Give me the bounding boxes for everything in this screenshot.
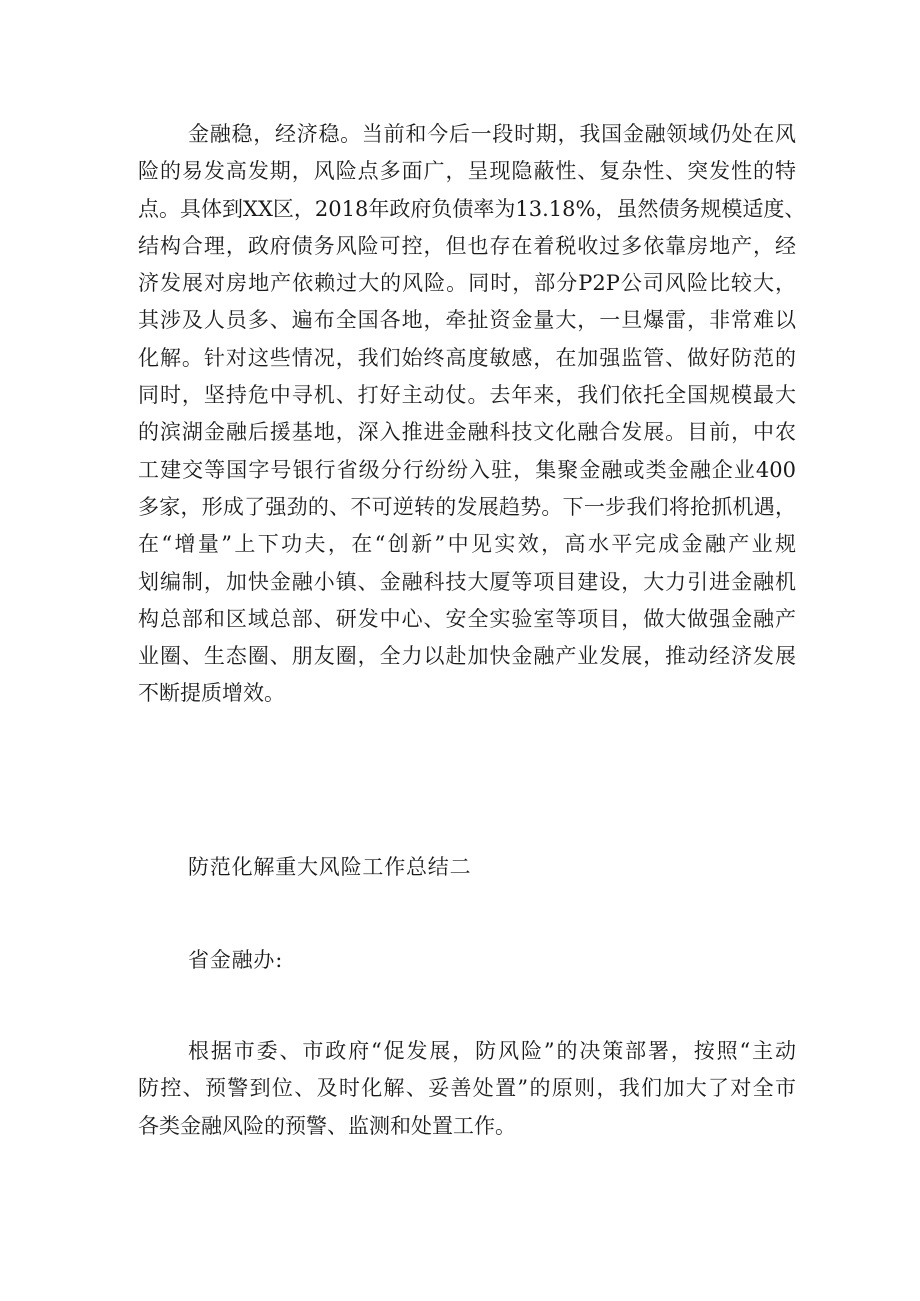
text-line: 的滨湖金融后援基地，深入推进金融科技文化融合发展。目前，中农 (138, 420, 796, 445)
salutation-block (138, 942, 796, 979)
salutation-text: 省金融办: (188, 948, 284, 972)
text-line: 划编制，加快金融小镇、金融科技大厦等项目建设，大力引进金融机 (138, 569, 796, 594)
text-line: 济发展对房地产依赖过大的风险。同时，部分P2P公司风险比较大， (138, 271, 796, 296)
text-line: 不断提质增效。 (138, 681, 285, 706)
heading-text: 防范化解重大风险工作总结二 (188, 855, 472, 879)
body-paragraph-2 (138, 1033, 796, 1145)
text-line: 结构合理，政府债务风险可控，但也存在着税收过多依靠房地产，经 (138, 233, 796, 258)
text-line: 点。具体到XX区，2018年政府负债率为13.18%，虽然债务规模适度、 (138, 196, 806, 221)
text-line: 其涉及人员多、遍布全国各地，牵扯资金量大，一旦爆雷，非常难以 (138, 308, 796, 333)
text-line: 构总部和区域总部、研发中心、安全实验室等项目，做大做强金融产 (138, 606, 796, 631)
text-line: 防控、预警到位、及时化解、妥善处置”的原则，我们加大了对全市 (138, 1076, 796, 1101)
text-line: 根据市委、市政府“促发展，防风险”的决策部署，按照“主动 (188, 1039, 796, 1063)
text-line: 业圈、生态圈、朋友圈，全力以赴加快金融产业发展，推动经济发展 (138, 644, 796, 669)
section-heading (138, 849, 796, 886)
body-paragraph-1 (138, 116, 806, 713)
text-line: 化解。针对这些情况，我们始终高度敏感，在加强监管、做好防范的 (138, 345, 796, 370)
text-line: 金融稳，经济稳。当前和今后一段时期，我国金融领域仍处在风 (188, 122, 796, 146)
text-line: 险的易发高发期，风险点多面广，呈现隐蔽性、复杂性、突发性的特 (138, 159, 796, 184)
text-line: 工建交等国字号银行省级分行纷纷入驻，集聚金融或类金融企业400 (138, 457, 796, 482)
text-line: 在“增量”上下功夫，在“创新”中见实效，高水平完成金融产业规 (138, 532, 796, 557)
text-line: 各类金融风险的预警、监测和处置工作。 (138, 1113, 516, 1138)
text-line: 同时，坚持危中寻机、打好主动仗。去年来，我们依托全国规模最大 (138, 383, 796, 408)
text-line: 多家，形成了强劲的、不可逆转的发展趋势。下一步我们将抢抓机遇， (138, 494, 796, 519)
